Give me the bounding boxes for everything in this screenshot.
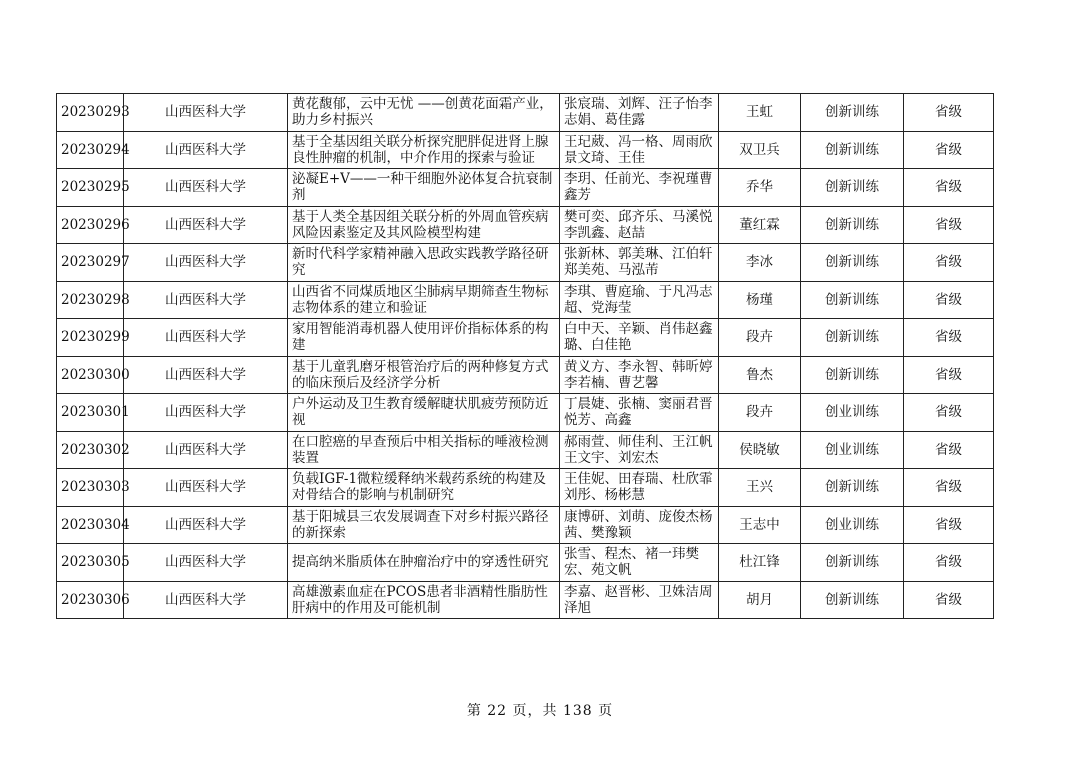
school-cell: 山西医科大学 [124,281,288,319]
level-cell: 省级 [904,281,994,319]
project-title-cell: 山西省不同煤质地区尘肺病早期筛查生物标志物体系的建立和验证 [288,281,560,319]
table-row [57,94,994,132]
school-cell: 山西医科大学 [124,94,288,132]
members-cell: 王玘葳、冯一格、周雨欣景文琦、王佳 [560,131,719,169]
level-cell: 省级 [904,319,994,357]
table-row [57,131,994,169]
advisor-cell: 段卉 [719,319,801,357]
project-title-cell: 负载IGF-1微粒缓释纳米载药系统的构建及对骨结合的影响与机制研究 [288,469,560,507]
project-title-cell: 基于儿童乳磨牙根管治疗后的两种修复方式的临床预后及经济学分析 [288,356,560,394]
school-cell: 山西医科大学 [124,469,288,507]
members-cell: 张新林、郭美琳、江伯轩郑美苑、马泓芾 [560,244,719,282]
project-id-cell: 20230294 [57,131,124,169]
members-cell: 郝雨萱、师佳利、王江帆王文宇、刘宏杰 [560,431,719,469]
level-cell: 省级 [904,244,994,282]
training-type-cell: 创新训练 [801,206,904,244]
project-id-cell: 20230300 [57,356,124,394]
table-row [57,206,994,244]
project-id-cell: 20230296 [57,206,124,244]
project-title-cell: 家用智能消毒机器人使用评价指标体系的构建 [288,319,560,357]
members-cell: 张宸瑞、刘辉、汪子怡李志娟、葛佳露 [560,94,719,132]
project-id-cell: 20230303 [57,469,124,507]
project-title-cell: 新时代科学家精神融入思政实践教学路径研究 [288,244,560,282]
table-row [57,431,994,469]
project-id-cell: 20230295 [57,169,124,207]
training-type-cell: 创新训练 [801,319,904,357]
school-cell: 山西医科大学 [124,206,288,244]
advisor-cell: 双卫兵 [719,131,801,169]
advisor-cell: 李冰 [719,244,801,282]
members-cell: 李玥、任前光、李祝瑾曹鑫芳 [560,169,719,207]
level-cell: 省级 [904,544,994,582]
school-cell: 山西医科大学 [124,506,288,544]
project-id-cell: 20230299 [57,319,124,357]
level-cell: 省级 [904,394,994,432]
project-id-cell: 20230304 [57,506,124,544]
advisor-cell: 董红霖 [719,206,801,244]
table-row [57,244,994,282]
advisor-cell: 王志中 [719,506,801,544]
members-cell: 康博研、刘萌、庞俊杰杨茜、樊豫颖 [560,506,719,544]
advisor-cell: 段卉 [719,394,801,432]
members-cell: 王佳妮、田春瑞、杜欣霏刘彤、杨彬慧 [560,469,719,507]
table-row [57,281,994,319]
school-cell: 山西医科大学 [124,244,288,282]
members-cell: 黄义方、李永智、韩昕婷李若楠、曹艺馨 [560,356,719,394]
project-title-cell: 基于阳城县三农发展调查下对乡村振兴路径的新探索 [288,506,560,544]
project-title-cell: 泌凝E+V——一种干细胞外泌体复合抗衰制剂 [288,169,560,207]
training-type-cell: 创新训练 [801,281,904,319]
training-type-cell: 创新训练 [801,469,904,507]
table-row [57,544,994,582]
members-cell: 樊可奕、邱齐乐、马溪悦李凯鑫、赵喆 [560,206,719,244]
project-title-cell: 基于全基因组关联分析探究肥胖促进肾上腺良性肿瘤的机制，中介作用的探索与验证 [288,131,560,169]
level-cell: 省级 [904,469,994,507]
level-cell: 省级 [904,506,994,544]
level-cell: 省级 [904,581,994,619]
members-cell: 李琪、曹庭瑜、于凡冯志超、党海莹 [560,281,719,319]
project-title-cell: 高雄激素血症在PCOS患者非酒精性脂肪性肝病中的作用及可能机制 [288,581,560,619]
page-number: 第 22 页，共 138 页 [466,703,614,719]
table-body [57,94,994,619]
members-cell: 丁晨婕、张楠、窦丽君晋悦芳、高鑫 [560,394,719,432]
school-cell: 山西医科大学 [124,356,288,394]
project-title-cell: 提高纳米脂质体在肿瘤治疗中的穿透性研究 [288,544,560,582]
level-cell: 省级 [904,356,994,394]
table-row [57,394,994,432]
training-type-cell: 创新训练 [801,94,904,132]
school-cell: 山西医科大学 [124,431,288,469]
project-id-cell: 20230293 [57,94,124,132]
training-type-cell: 创新训练 [801,131,904,169]
training-type-cell: 创新训练 [801,244,904,282]
advisor-cell: 侯晓敏 [719,431,801,469]
members-cell: 李嘉、赵晋彬、卫姝洁周泽旭 [560,581,719,619]
training-type-cell: 创新训练 [801,581,904,619]
school-cell: 山西医科大学 [124,544,288,582]
training-type-cell: 创业训练 [801,506,904,544]
project-title-cell: 黄花馥郁，云中无忧 ——创黄花面霜产业，助力乡村振兴 [288,94,560,132]
advisor-cell: 胡月 [719,581,801,619]
table-row [57,169,994,207]
level-cell: 省级 [904,131,994,169]
training-type-cell: 创新训练 [801,544,904,582]
table-row [57,319,994,357]
training-type-cell: 创业训练 [801,394,904,432]
table-row [57,506,994,544]
training-type-cell: 创业训练 [801,431,904,469]
project-title-cell: 户外运动及卫生教育缓解睫状肌疲劳预防近视 [288,394,560,432]
school-cell: 山西医科大学 [124,169,288,207]
table-row [57,581,994,619]
project-id-cell: 20230302 [57,431,124,469]
project-id-cell: 20230298 [57,281,124,319]
level-cell: 省级 [904,169,994,207]
school-cell: 山西医科大学 [124,131,288,169]
members-cell: 张雪、程杰、褚一玮樊宏、苑文帆 [560,544,719,582]
members-cell: 白中天、辛颖、肖伟赵鑫璐、白佳艳 [560,319,719,357]
table-row [57,356,994,394]
advisor-cell: 王虹 [719,94,801,132]
level-cell: 省级 [904,431,994,469]
school-cell: 山西医科大学 [124,394,288,432]
project-id-cell: 20230297 [57,244,124,282]
training-type-cell: 创新训练 [801,356,904,394]
advisor-cell: 杜江锋 [719,544,801,582]
project-id-cell: 20230301 [57,394,124,432]
training-type-cell: 创新训练 [801,169,904,207]
level-cell: 省级 [904,206,994,244]
project-id-cell: 20230306 [57,581,124,619]
project-table [56,93,994,619]
project-title-cell: 基于人类全基因组关联分析的外周血管疾病风险因素鉴定及其风险模型构建 [288,206,560,244]
advisor-cell: 鲁杰 [719,356,801,394]
school-cell: 山西医科大学 [124,581,288,619]
advisor-cell: 王兴 [719,469,801,507]
school-cell: 山西医科大学 [124,319,288,357]
advisor-cell: 乔华 [719,169,801,207]
project-id-cell: 20230305 [57,544,124,582]
project-title-cell: 在口腔癌的早查预后中相关指标的唾液检测装置 [288,431,560,469]
level-cell: 省级 [904,94,994,132]
table-row [57,469,994,507]
advisor-cell: 杨瑾 [719,281,801,319]
